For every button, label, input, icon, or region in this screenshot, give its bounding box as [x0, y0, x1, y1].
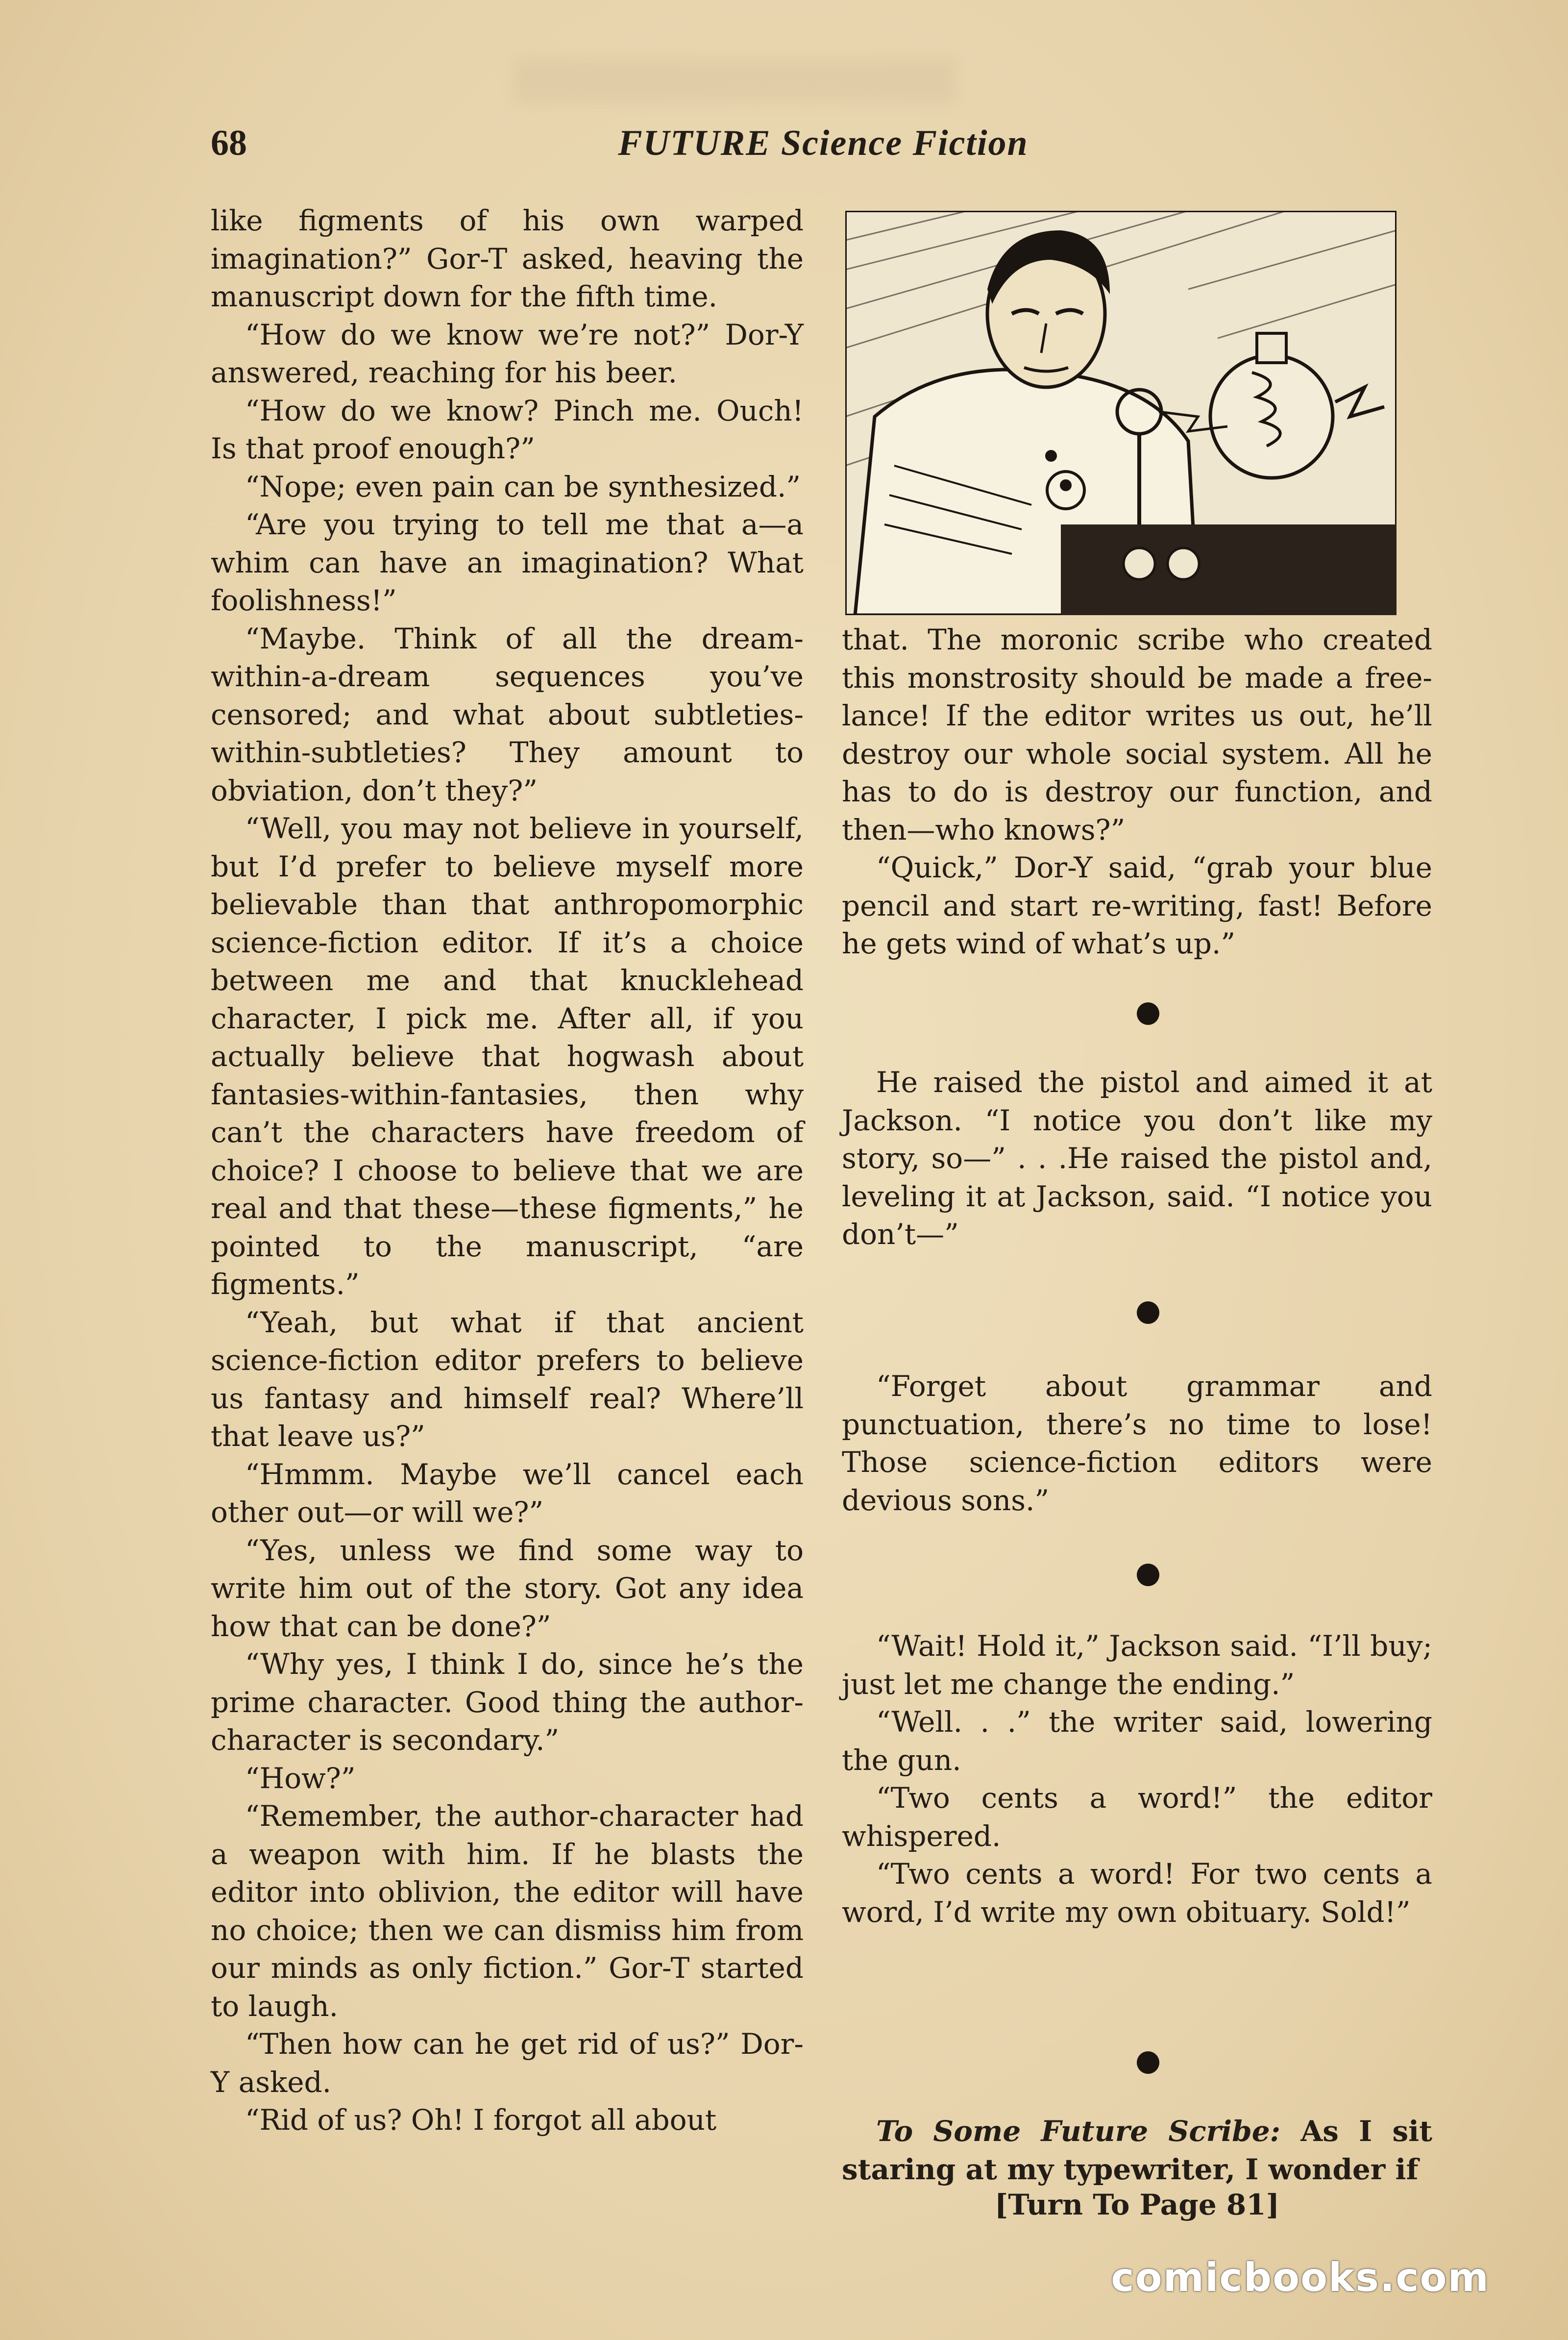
paragraph: “Yes, unless we find some way to write him out of the story. Got any idea how that can be done?” [211, 1533, 804, 1643]
paragraph: that. The moronic scribe who created this monstrosity should be made a free-lance! If the editor writes us out, he’ll destroy our whole social system. All he has to do is destroy our function, and then—who knows?” [842, 623, 1432, 846]
paragraph: “Well, you may not believe in yourself, but I’d prefer to believe myself more believable than that anthropomorphic science-fiction editor. If it’s a choice between me and that knucklehead character, I pick me. After all, if you actually believe that hogwash about fantasies-within-fantasies, then why can’t the characters have freedom of choice? I choose to believe that we are real and that these—these figments,” he pointed to the manuscript, “are figments.” [211, 812, 804, 1301]
closing-text: As I sit staring at my typewriter, I wonder if [842, 2115, 1433, 2186]
section-divider-bullet [1137, 1002, 1159, 1025]
paragraph: “Two cents a word! For two cents a word, I’d write my own obituary. Sold!” [842, 1857, 1432, 1929]
paragraph: like figments of his own warped imagination?” Gor-T asked, heaving the manuscript down for the fifth time. [211, 204, 804, 313]
section-divider-bullet [1137, 1564, 1159, 1586]
section-pistol [842, 1064, 1432, 1254]
paragraph: “Well. . .” the writer said, lowering the gun. [842, 1705, 1432, 1777]
section-divider-bullet [1137, 1301, 1159, 1324]
section-two-cents [842, 1627, 1432, 1931]
illustration-art [845, 211, 1396, 615]
paper-stain [514, 59, 956, 103]
page-header [211, 123, 1436, 176]
paragraph: “Nope; even pain can be synthesized.” [245, 470, 801, 503]
paragraph: “How do we know we’re not?” Dor-Y answered, reaching for his beer. [211, 318, 804, 389]
running-title: FUTURE Science Fiction [618, 123, 1029, 163]
illustration-scientist-with-apparatus [845, 211, 1396, 615]
page-number: 68 [211, 123, 247, 163]
paragraph: “Two cents a word!” the editor whispered. [842, 1781, 1432, 1853]
watermark: comicbooks.com [1111, 2255, 1490, 2300]
closing-lead: To Some Future Scribe: [876, 2115, 1281, 2148]
right-column-top [842, 621, 1432, 963]
paragraph: “Maybe. Think of all the dream-within-a-dream sequences you’ve censored; and what about subtleties-within-subtleties? They amount to obviation, don’t they?” [211, 622, 804, 807]
paragraph: “Are you trying to tell me that a—a whim can have an imagination? What foolishness!” [211, 508, 804, 617]
paragraph: “Forget about grammar and punctuation, there’s no time to lose! Those science-fiction editors were devious sons.” [842, 1369, 1432, 1517]
continuation-note: [Turn To Page 81] [994, 2188, 1280, 2221]
paragraph: He raised the pistol and aimed it at Jackson. “I notice you don’t like my story, so—” . . .He raised the pistol and, leveling it at Jackson, said. “I notice you don’t—” [842, 1066, 1432, 1251]
paragraph: “How do we know? Pinch me. Ouch! Is that proof enough?” [211, 394, 804, 465]
paragraph: “Then how can he get rid of us?” Dor-Y asked. [211, 2027, 804, 2099]
section-grammar [842, 1368, 1432, 1519]
paragraph: “Wait! Hold it,” Jackson said. “I’ll buy; just let me change the ending.” [842, 1629, 1432, 1701]
paragraph: “Quick,” Dor-Y said, “grab your blue pencil and start re-writing, fast! Before he gets wind of what’s up.” [842, 851, 1432, 960]
left-column [211, 202, 804, 2140]
paragraph: “Remember, the author-character had a weapon with him. If he blasts the editor into oblivion, the editor will have no choice; then we can dismiss him from our minds as only fiction.” Gor-T started to laugh. [211, 1799, 804, 2023]
paragraph: “Why yes, I think I do, since he’s the prime character. Good thing the author-character is secondary.” [211, 1647, 804, 1757]
closing-paragraph [842, 2113, 1432, 2189]
paragraph: “Hmmm. Maybe we’ll cancel each other out—or will we?” [211, 1457, 804, 1529]
section-divider-bullet [1137, 2051, 1159, 2074]
paragraph: “Rid of us? Oh! I forgot all about [245, 2103, 717, 2137]
paragraph: “Yeah, but what if that ancient science-fiction editor prefers to believe us fantasy and himself real? Where’ll that leave us?” [211, 1305, 804, 1453]
paragraph: “How?” [245, 1761, 356, 1795]
